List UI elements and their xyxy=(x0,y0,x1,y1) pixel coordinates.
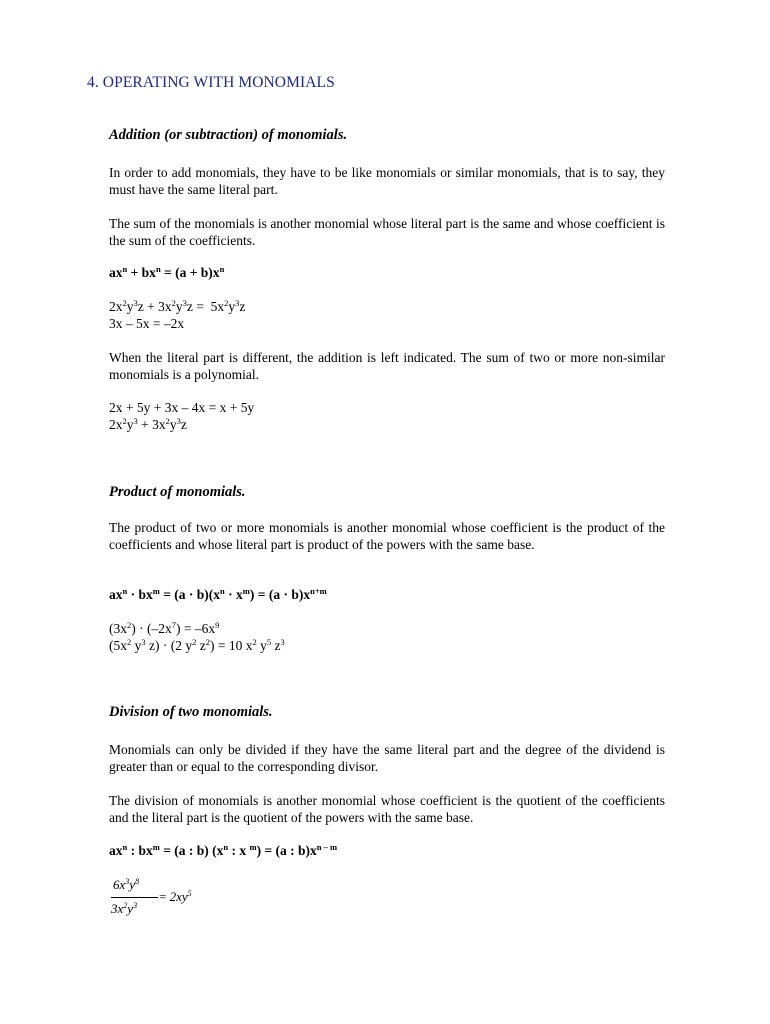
product-formula: $ax^n \cdot bx^m = (a \cdot b)(x^n \cdot x^m) = (a \cdot b)x^{n+m}$ xyxy=(109,586,327,602)
division-heading: Division of two monomials. xyxy=(109,704,273,720)
division-paragraph-2: The division of monomials is another monomial whose coefficient is the quotient of the coefficients and the literal part is the quotient of the powers with the same base. xyxy=(109,793,665,825)
fraction-result: = $2xy^5$ xyxy=(159,889,192,904)
fraction-denominator: $3x^2y^3$ xyxy=(111,901,138,916)
addition-paragraph-1: In order to add monomials, they have to be like monomials or similar monomials, that is to say, they must have the same literal part. xyxy=(109,165,665,197)
addition-formula xyxy=(109,264,665,281)
division-formula: $ax^n$ : $bx^m = (a$ : b) ($x^n$ : x $^m$) = (a : $b)x^{n - m}$ xyxy=(109,842,338,858)
section-title-text: 4. OPERATING WITH MONOMIALS xyxy=(87,74,335,91)
addition-example-3: 2x + 5y + 3x – 4x = x + 5y xyxy=(109,400,255,415)
addition-paragraph-3: When the literal part is different, the addition is left indicated. The sum of two or more non-similar monomials is a polynomial. xyxy=(109,350,665,382)
fraction-numerator: $6x^3y^8$ xyxy=(113,877,140,892)
fraction-bar xyxy=(111,897,158,898)
product-paragraph-1: The product of two or more monomials is another monomial whose coefficient is the product of the coefficients and whose literal part is product of the powers with the same base. xyxy=(109,520,665,552)
addition-example-4: $2x^2y^3 + 3x^2y^3z$ xyxy=(109,416,187,432)
addition-heading: Addition (or subtraction) of monomials. xyxy=(109,127,348,143)
section-title xyxy=(87,74,643,91)
product-heading: Product of monomials. xyxy=(109,484,246,500)
product-example-1: $(3x^2) \cdot (-2x^7) = -6x^9$ xyxy=(109,620,220,636)
addition-paragraph-2: The sum of the monomials is another monomial whose literal part is the same and whose coefficient is the sum of the coefficients. xyxy=(109,216,665,248)
addition-example-2: 3x – 5x = –2x xyxy=(109,316,185,331)
division-paragraph-1: Monomials can only be divided if they have the same literal part and the degree of the dividend is greater than or equal to the corresponding divisor. xyxy=(109,742,665,774)
addition-formula-text: $ax^n + bx^n = (a + b)x^n$ xyxy=(109,264,225,280)
addition-example-1: $2x^2y^3z + 3x^2y^3z = 5x^2y^3z$ xyxy=(109,298,246,314)
product-example-2: ($5x^2$ $y^3$ z) · (2 $y^2$ $z^2) = 10$ $x^2$ $y^5$ $z^3$ xyxy=(109,637,285,653)
